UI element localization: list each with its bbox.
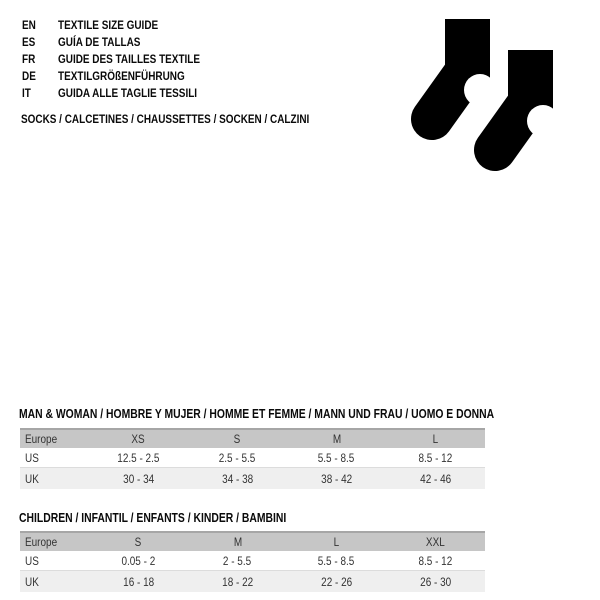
language-label: TEXTILGRÖßENFÜHRUNG	[58, 68, 185, 83]
language-code: DE	[22, 68, 36, 83]
size-cell: 2 - 5.5	[223, 553, 252, 568]
size-cell: 34 - 38	[221, 471, 253, 486]
column-header-size: L	[432, 432, 439, 446]
column-header-size: XXL	[426, 535, 445, 549]
size-table-children	[20, 531, 485, 592]
language-row	[22, 16, 229, 33]
sock-left-shape	[432, 19, 496, 119]
table-row-us	[20, 448, 485, 468]
region-cell: UK	[25, 471, 39, 486]
language-code: IT	[22, 85, 31, 100]
column-header-size: M	[332, 432, 341, 446]
column-header-size: S	[135, 535, 142, 549]
language-label: GUIDE DES TAILLES TEXTILE	[58, 51, 201, 66]
language-code: ES	[22, 34, 36, 49]
region-cell: UK	[25, 574, 39, 589]
size-cell: 42 - 46	[419, 471, 451, 486]
size-cell: 38 - 42	[320, 471, 352, 486]
size-cell: 2.5 - 5.5	[219, 450, 256, 465]
table-row-uk	[20, 571, 485, 592]
column-header-size: XS	[131, 432, 146, 446]
size-cell: 12.5 - 2.5	[117, 450, 160, 465]
language-label: GUIDA ALLE TAGLIE TESSILI	[58, 85, 198, 100]
size-cell: 5.5 - 8.5	[318, 450, 355, 465]
language-code: FR	[22, 51, 36, 66]
size-cell: 26 - 30	[419, 574, 451, 589]
language-list	[22, 16, 229, 101]
language-row	[22, 33, 229, 50]
size-cell: 8.5 - 12	[418, 553, 453, 568]
size-cell: 16 - 18	[122, 574, 154, 589]
language-code: EN	[22, 17, 36, 32]
table-header-row	[20, 428, 485, 448]
table-row-uk	[20, 468, 485, 489]
column-header-size: M	[233, 535, 242, 549]
size-cell: 8.5 - 12	[418, 450, 453, 465]
size-cell: 5.5 - 8.5	[318, 553, 355, 568]
category-title: SOCKS / CALCETINES / CHAUSSETTES / SOCKEN / CALZINI	[21, 111, 310, 126]
children-table-title: CHILDREN / INFANTIL / ENFANTS / KINDER / BAMBINI	[19, 510, 287, 525]
column-header-size: L	[333, 535, 340, 549]
language-row	[22, 84, 229, 101]
size-cell: 30 - 34	[122, 471, 154, 486]
adult-table-title: MAN & WOMAN / HOMBRE Y MUJER / HOMME ET FEMME / MANN UND FRAU / UOMO E DONNA	[19, 406, 495, 421]
language-label: GUÍA DE TALLAS	[58, 34, 141, 49]
column-header-size: S	[234, 432, 241, 446]
column-header-region: Europe	[25, 432, 58, 446]
table-header-row	[20, 531, 485, 551]
socks-icon	[405, 10, 565, 190]
language-label: TEXTILE SIZE GUIDE	[58, 17, 159, 32]
size-table-adult	[20, 428, 485, 489]
sock-right-shape	[495, 50, 559, 150]
size-cell: 22 - 26	[320, 574, 352, 589]
size-cell: 0.05 - 2	[121, 553, 156, 568]
table-row-us	[20, 551, 485, 571]
language-row	[22, 50, 229, 67]
region-cell: US	[25, 450, 39, 465]
language-row	[22, 67, 229, 84]
region-cell: US	[25, 553, 39, 568]
size-cell: 18 - 22	[221, 574, 253, 589]
column-header-region: Europe	[25, 535, 58, 549]
